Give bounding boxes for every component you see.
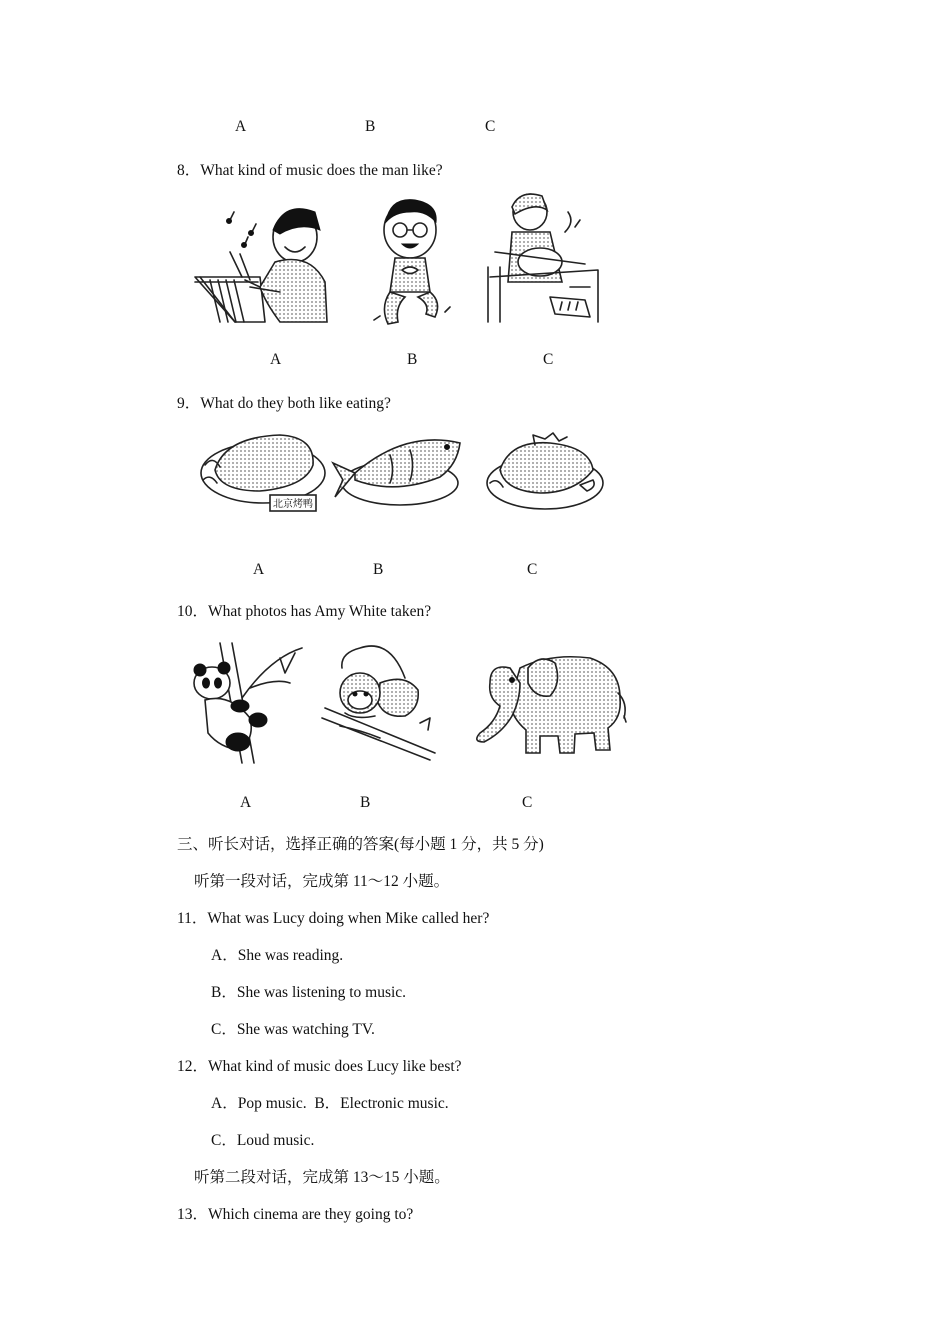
fish-image: [333, 440, 460, 505]
panda-image: [194, 643, 302, 763]
q9-question: 9．What do they both like eating?: [177, 395, 391, 412]
q12-option-c: C．Loud music.: [211, 1132, 315, 1149]
q10-question: 10．What photos has Amy White taken?: [177, 603, 432, 620]
section3-heading: 三、听长对话，选择正确的答案(每小题 1 分，共 5 分): [177, 836, 544, 853]
guitar-player-image: [488, 194, 598, 322]
dancing-boy-image: [374, 200, 450, 324]
roast-chicken-image: [487, 433, 603, 509]
section3-part1-instruction: 听第一段对话，完成第 11～12 小题。: [194, 873, 450, 890]
q8-question: 8．What kind of music does the man like?: [177, 162, 443, 179]
q11-option-a: A．She was reading.: [211, 947, 344, 964]
q8-label-b: B: [407, 351, 418, 368]
monkey-image: [322, 646, 435, 760]
q12-options-ab: A．Pop music. B．Electronic music.: [211, 1095, 449, 1112]
q10-pictures: [190, 638, 630, 768]
q8-label-a: A: [270, 351, 282, 368]
top-label-a: A: [235, 118, 247, 135]
q11-question: 11．What was Lucy doing when Mike called her?: [177, 910, 490, 927]
q10-label-b: B: [360, 794, 371, 811]
q10-label-c: C: [522, 794, 533, 811]
top-label-b: B: [365, 118, 376, 135]
top-label-c: C: [485, 118, 496, 135]
q11-option-b: B．She was listening to music.: [211, 984, 407, 1001]
section3-part2-instruction: 听第二段对话，完成第 13～15 小题。: [194, 1169, 450, 1186]
q12-question: 12．What kind of music does Lucy like best?: [177, 1058, 462, 1075]
q9-label-c: C: [527, 561, 538, 578]
roast-duck-image: [201, 435, 325, 511]
q8-label-c: C: [543, 351, 554, 368]
q9-pictures: [195, 425, 615, 530]
q13-question: 13．Which cinema are they going to?: [177, 1206, 414, 1223]
q10-label-a: A: [240, 794, 252, 811]
q8-pictures: [190, 192, 620, 337]
q9-label-a: A: [253, 561, 265, 578]
roast-duck-sign: 北京烤鸭: [273, 499, 313, 510]
q9-label-b: B: [373, 561, 384, 578]
q11-option-c: C．She was watching TV.: [211, 1021, 375, 1038]
piano-player-image: [195, 209, 327, 322]
elephant-image: [477, 657, 626, 753]
